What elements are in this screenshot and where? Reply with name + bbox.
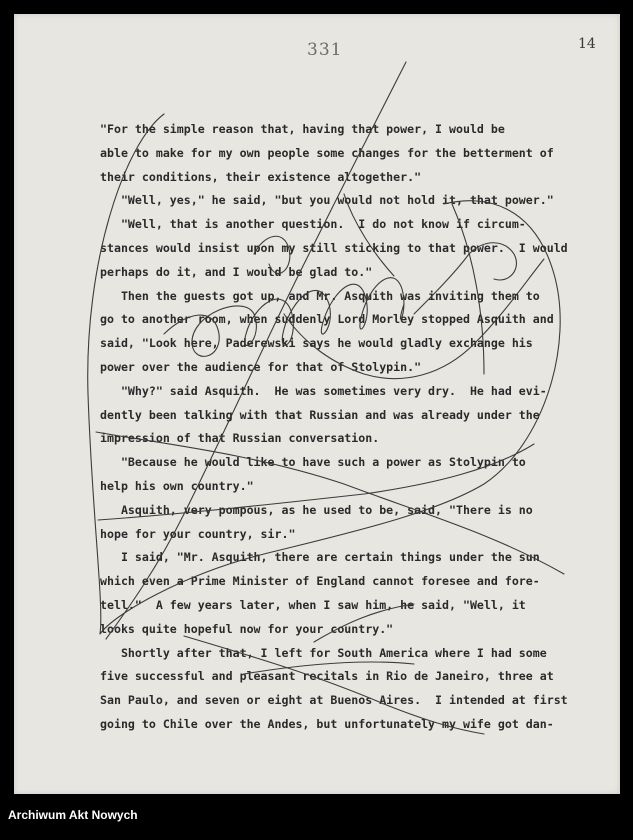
text-line: "For the simple reason that, having that power, I would be: [100, 122, 505, 136]
text-line: stances would insist upon my still sticking to that power. I would: [100, 240, 568, 255]
text-line: San Paulo, and seven or eight at Buenos Aires. I intended at first: [100, 693, 568, 708]
archive-footer: [0, 794, 633, 840]
text-line: hope for your country, sir.": [100, 526, 296, 541]
page-number: 331: [307, 40, 343, 60]
text-line: Asquith, very pompous, as he used to be, said, "There is no: [100, 502, 533, 517]
folio-number: 14: [578, 36, 596, 52]
manuscript-page: [14, 14, 620, 794]
text-line: "Why?" said Asquith. He was sometimes very dry. He had evi-: [100, 383, 547, 398]
text-line: Shortly after that, I left for South America where I had some: [100, 645, 547, 660]
text-line: dently been talking with that Russian and was already under the: [100, 407, 540, 422]
text-line: "Because he would like to have such a power as Stolypin to: [100, 455, 526, 470]
text-line: impression of that Russian conversation.: [100, 431, 380, 446]
text-line: "Well, yes," he said, "but you would not hold it, that power.": [100, 193, 554, 208]
text-line: able to make for my own people some changes for the betterment of: [100, 145, 554, 160]
text-line: perhaps do it, and I would be glad to.": [100, 264, 373, 279]
text-line: their conditions, their existence altogether.": [100, 169, 422, 184]
text-line: go to another room, when suddenly Lord Morley stopped Asquith and: [100, 312, 554, 327]
text-line: five successful and pleasant recitals in Rio de Janeiro, three at: [100, 669, 554, 684]
text-line: help his own country.": [100, 478, 254, 493]
text-line: tell." A few years later, when I saw him, he said, "Well, it: [100, 597, 526, 612]
text-line: Then the guests got up, and Mr. Asquith was inviting them to: [100, 288, 540, 303]
text-line: I said, "Mr. Asquith, there are certain things under the sun: [100, 550, 540, 565]
typewritten-text: [100, 118, 568, 737]
text-line: looks quite hopeful now for your country.": [100, 621, 394, 636]
text-line: said, "Look here, Paderewski says he would gladly exchange his: [100, 336, 533, 351]
text-line: going to Chile over the Andes, but unfortunately my wife got dan-: [100, 716, 554, 731]
text-line: "Well, that is another question. I do not know if circum-: [100, 217, 526, 232]
text-line: which even a Prime Minister of England cannot foresee and fore-: [100, 574, 540, 589]
text-line: power over the audience for that of Stolypin.": [100, 359, 422, 374]
archive-label: Archiwum Akt Nowych: [8, 808, 138, 822]
